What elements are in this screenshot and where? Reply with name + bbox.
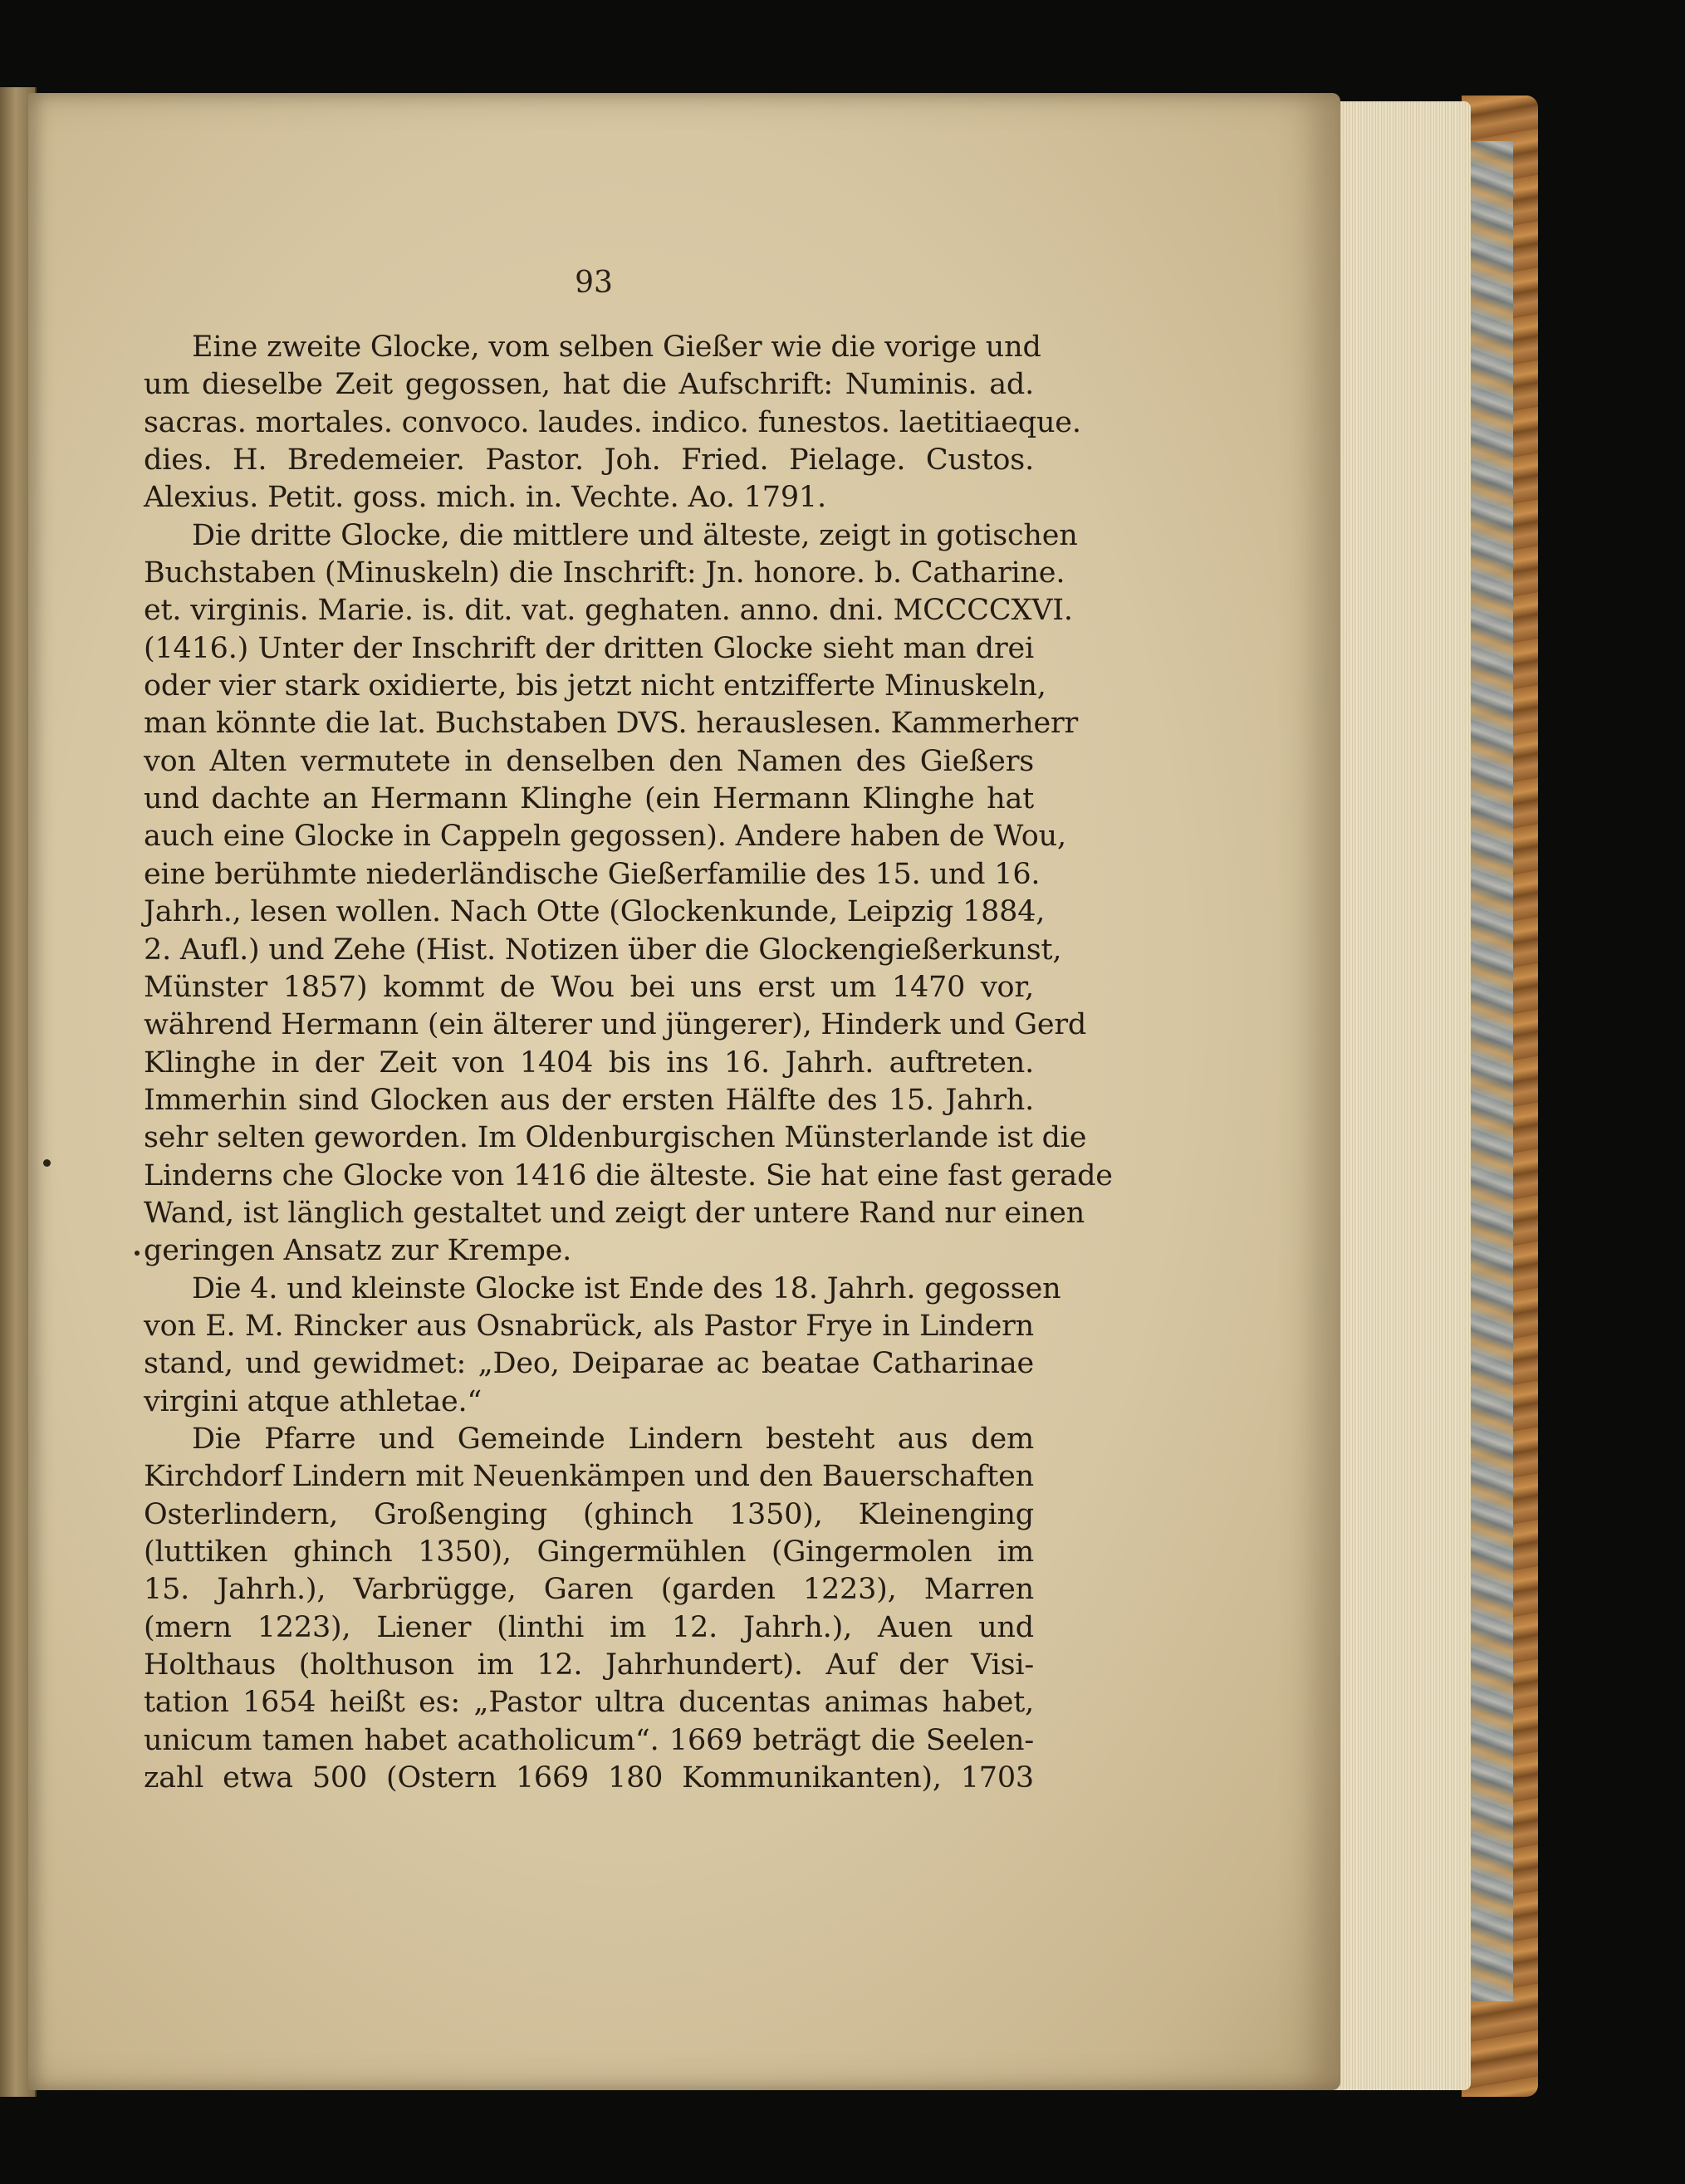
- text-line: stand, und gewidmet: „Deo, Deiparae ac beatae Catharinae: [144, 1347, 1034, 1381]
- text-line: dies. H. Bredemeier. Pastor. Joh. Fried. Pielage. Custos.: [144, 443, 1034, 477]
- text-line: von Alten vermutete in denselben den Namen des Gießers: [144, 744, 1034, 778]
- text-line: oder vier stark oxidierte, bis jetzt nicht entzifferte Minuskeln,: [144, 669, 1046, 703]
- text-line: Die 4. und kleinste Glocke ist Ende des 18. Jahrh. gegossen: [192, 1271, 1061, 1305]
- text-line: (luttiken ghinch 1350), Gingermühlen (Gingermolen im: [144, 1535, 1034, 1569]
- text-line: Alexius. Petit. goss. mich. in. Vechte. Ao. 1791.: [144, 481, 826, 515]
- body-text: [144, 329, 1113, 1797]
- text-line: eine berühmte niederländische Gießerfamilie des 15. und 16.: [144, 857, 1041, 891]
- text-line: et. virginis. Marie. is. dit. vat. geghaten. anno. dni. MCCCCXVI.: [144, 594, 1073, 628]
- text-line: (mern 1223), Liener (linthi im 12. Jahrh.), Auen und: [144, 1610, 1034, 1644]
- text-line: Eine zweite Glocke, vom selben Gießer wie die vorige und: [192, 331, 1041, 364]
- text-line: tation 1654 heißt es: „Pastor ultra ducentas animas habet,: [144, 1686, 1034, 1720]
- text-line: Klinghe in der Zeit von 1404 bis ins 16. Jahrh. auftreten.: [144, 1045, 1034, 1080]
- text-line: Kirchdorf Lindern mit Neuenkämpen und den Bauerschaften: [144, 1460, 1034, 1494]
- page-number: 93: [575, 266, 613, 300]
- text-line: und dachte an Hermann Klinghe (ein Hermann Klinghe hat: [144, 782, 1034, 816]
- text-line: auch eine Glocke in Cappeln gegossen). Andere haben de Wou,: [144, 820, 1066, 854]
- text-line: 15. Jahrh.), Varbrügge, Garen (garden 1223), Marren: [144, 1573, 1034, 1607]
- text-line: von E. M. Rincker aus Osnabrück, als Pastor Frye in Lindern: [144, 1309, 1034, 1343]
- text-line: Die Pfarre und Gemeinde Lindern besteht aus dem: [192, 1422, 1034, 1456]
- text-line: unicum tamen habet acatholicum“. 1669 beträgt die Seelen-: [144, 1723, 1034, 1757]
- text-line: Holthaus (holthuson im 12. Jahrhundert). Auf der Visi-: [144, 1648, 1034, 1682]
- text-line: Linderns che Glocke von 1416 die älteste. Sie hat eine fast gerade: [144, 1158, 1113, 1192]
- text-line: während Hermann (ein älterer und jüngerer), Hinderk und Gerd: [144, 1008, 1087, 1042]
- text-line: Jahrh., lesen wollen. Nach Otte (Glockenkunde, Leipzig 1884,: [144, 895, 1046, 929]
- text-line: virgini atque athletae.“: [144, 1384, 482, 1418]
- text-line: sacras. mortales. convoco. laudes. indico. funestos. laetitiaeque.: [144, 405, 1081, 439]
- text-line: um dieselbe Zeit gegossen, hat die Aufschrift: Numinis. ad.: [144, 368, 1034, 402]
- text-line: Die dritte Glocke, die mittlere und älteste, zeigt in gotischen: [192, 518, 1078, 552]
- text-line: man könnte die lat. Buchstaben DVS. herauslesen. Kammerherr: [144, 707, 1079, 741]
- text-line: Immerhin sind Glocken aus der ersten Hälfte des 15. Jahrh.: [144, 1083, 1034, 1117]
- page-block-edge: [1327, 101, 1471, 2090]
- text-line: Münster 1857) kommt de Wou bei uns erst um 1470 vor,: [144, 970, 1034, 1004]
- text-line: (1416.) Unter der Inschrift der dritten Glocke sieht man drei: [144, 631, 1034, 665]
- text-line: 2. Aufl.) und Zehe (Hist. Notizen über die Glockengießerkunst,: [144, 933, 1062, 967]
- paper-speck: [135, 1251, 140, 1256]
- text-line: Wand, ist länglich gestaltet und zeigt der untere Rand nur einen: [144, 1196, 1085, 1230]
- text-line: Buchstaben (Minuskeln) die Inschrift: Jn. honore. b. Catharine.: [144, 556, 1065, 590]
- text-line: sehr selten geworden. Im Oldenburgischen Münsterlande ist die: [144, 1121, 1087, 1155]
- text-line: Osterlindern, Großenging (ghinch 1350), Kleinenging: [144, 1497, 1034, 1531]
- text-line: geringen Ansatz zur Krempe.: [144, 1234, 572, 1268]
- paper-speck: [43, 1159, 51, 1167]
- marbled-endpaper: [1463, 141, 1513, 2001]
- text-line: zahl etwa 500 (Ostern 1669 180 Kommunikanten), 1703: [144, 1761, 1034, 1795]
